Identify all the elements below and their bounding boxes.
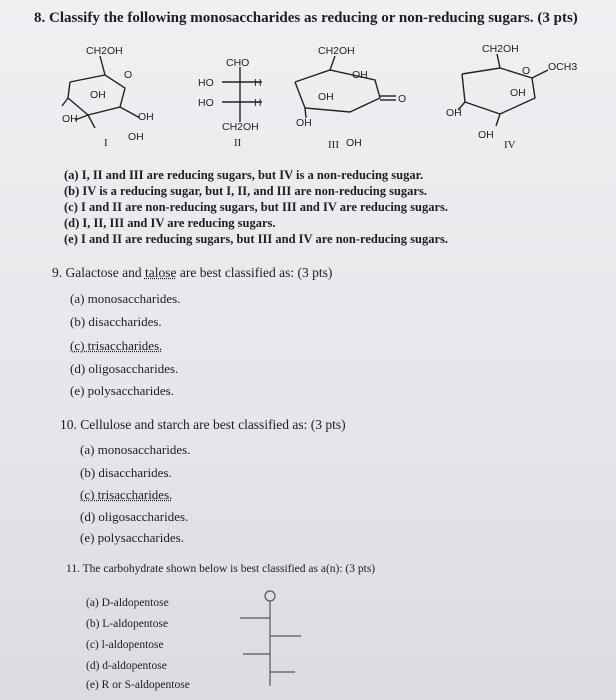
q10-option-e: (e) polysaccharides. [80, 530, 184, 545]
structure-4-label-1: O [522, 65, 531, 77]
structure-2-label-1: HO [198, 77, 214, 89]
structure-3-label-4: OH [296, 117, 312, 129]
structure-1-label-2: OH [90, 89, 106, 101]
aldopentose-fischer-projection [235, 588, 305, 688]
q9-option-a: (a) monosaccharides. [70, 291, 181, 306]
structure-3-label-1: OH [352, 69, 368, 81]
structure-1-label-5: OH [128, 131, 144, 143]
q10-option-c: (c) trisaccharides. [80, 487, 173, 502]
q9-option-b: (b) disaccharides. [70, 314, 162, 329]
structure-4-label-0: CH2OH [482, 43, 519, 55]
q8-option-c: (c) I and II are non-reducing sugars, but III and IV are reducing sugars. [64, 200, 448, 214]
question-11-title: 11. The carbohydrate shown below is best classified as a(n): (3 pts) [66, 563, 376, 575]
question-9-title [52, 265, 332, 281]
q9-title-word: talose [144, 265, 177, 280]
q8-option-e: (e) I and II are reducing sugars, but III and IV are non-reducing sugars. [64, 232, 448, 246]
structure-2-label-0: CHO [226, 57, 250, 69]
structure-2-label-4: H [254, 97, 262, 109]
q11-option-c: (c) l-aldopentose [86, 639, 164, 651]
q11-option-d: (d) d-aldopentose [86, 660, 167, 672]
structure-1-label-3: OH [62, 113, 78, 125]
structure-1-label-1: O [124, 69, 133, 81]
structure-2-numeral: II [234, 137, 242, 149]
structure-4-numeral: IV [504, 139, 516, 151]
structure-1-label-4: OH [138, 111, 154, 123]
q10-option-a: (a) monosaccharides. [80, 442, 191, 457]
structure-3-label-3: O [398, 93, 407, 105]
question-10-title: 10. Cellulose and starch are best classified as: (3 pts) [60, 417, 346, 432]
monosaccharide-structures [0, 40, 616, 170]
q9-option-d: (d) oligosaccharides. [70, 361, 179, 376]
structure-4-label-5: OH [478, 129, 494, 141]
structure-1-label-0: CH2OH [86, 45, 123, 57]
structure-1-numeral: I [104, 137, 108, 149]
structure-4-label-2: OCH3 [548, 61, 578, 73]
q9-title-prefix: 9. Galactose and [52, 265, 145, 280]
structure-2-label-2: H [254, 77, 262, 89]
q9-option-c: (c) trisaccharides. [70, 338, 163, 353]
q8-option-b: (b) IV is a reducing sugar, but I, II, and III are non-reducing sugars. [64, 184, 427, 198]
structure-2-label-3: HO [198, 97, 214, 109]
q8-option-d: (d) I, II, III and IV are reducing sugars. [64, 216, 276, 230]
structure-3-label-2: OH [318, 91, 334, 103]
q11-option-b: (b) L-aldopentose [86, 618, 169, 630]
q9-title-suffix: are best classified as: (3 pts) [176, 265, 333, 280]
q8-option-a: (a) I, II and III are reducing sugars, but IV is a non-reducing sugar. [64, 168, 424, 182]
structure-2-label-5: CH2OH [222, 121, 259, 133]
structure-3-label-0: CH2OH [318, 45, 355, 57]
q9-option-e: (e) polysaccharides. [70, 383, 174, 398]
question-8-title: 8. Classify the following monosaccharides as reducing or non-reducing sugars. (3 pts) [34, 10, 578, 26]
structure-4-label-3: OH [510, 87, 526, 99]
structure-3-label-5: OH [346, 137, 362, 149]
q10-option-b: (b) disaccharides. [80, 465, 172, 480]
structure-4-label-4: OH [446, 107, 462, 119]
structure-3-numeral: III [328, 139, 339, 151]
q11-option-a: (a) D-aldopentose [86, 597, 169, 609]
q11-option-e: (e) R or S-aldopentose [86, 679, 190, 691]
q10-option-d: (d) oligosaccharides. [80, 509, 189, 524]
